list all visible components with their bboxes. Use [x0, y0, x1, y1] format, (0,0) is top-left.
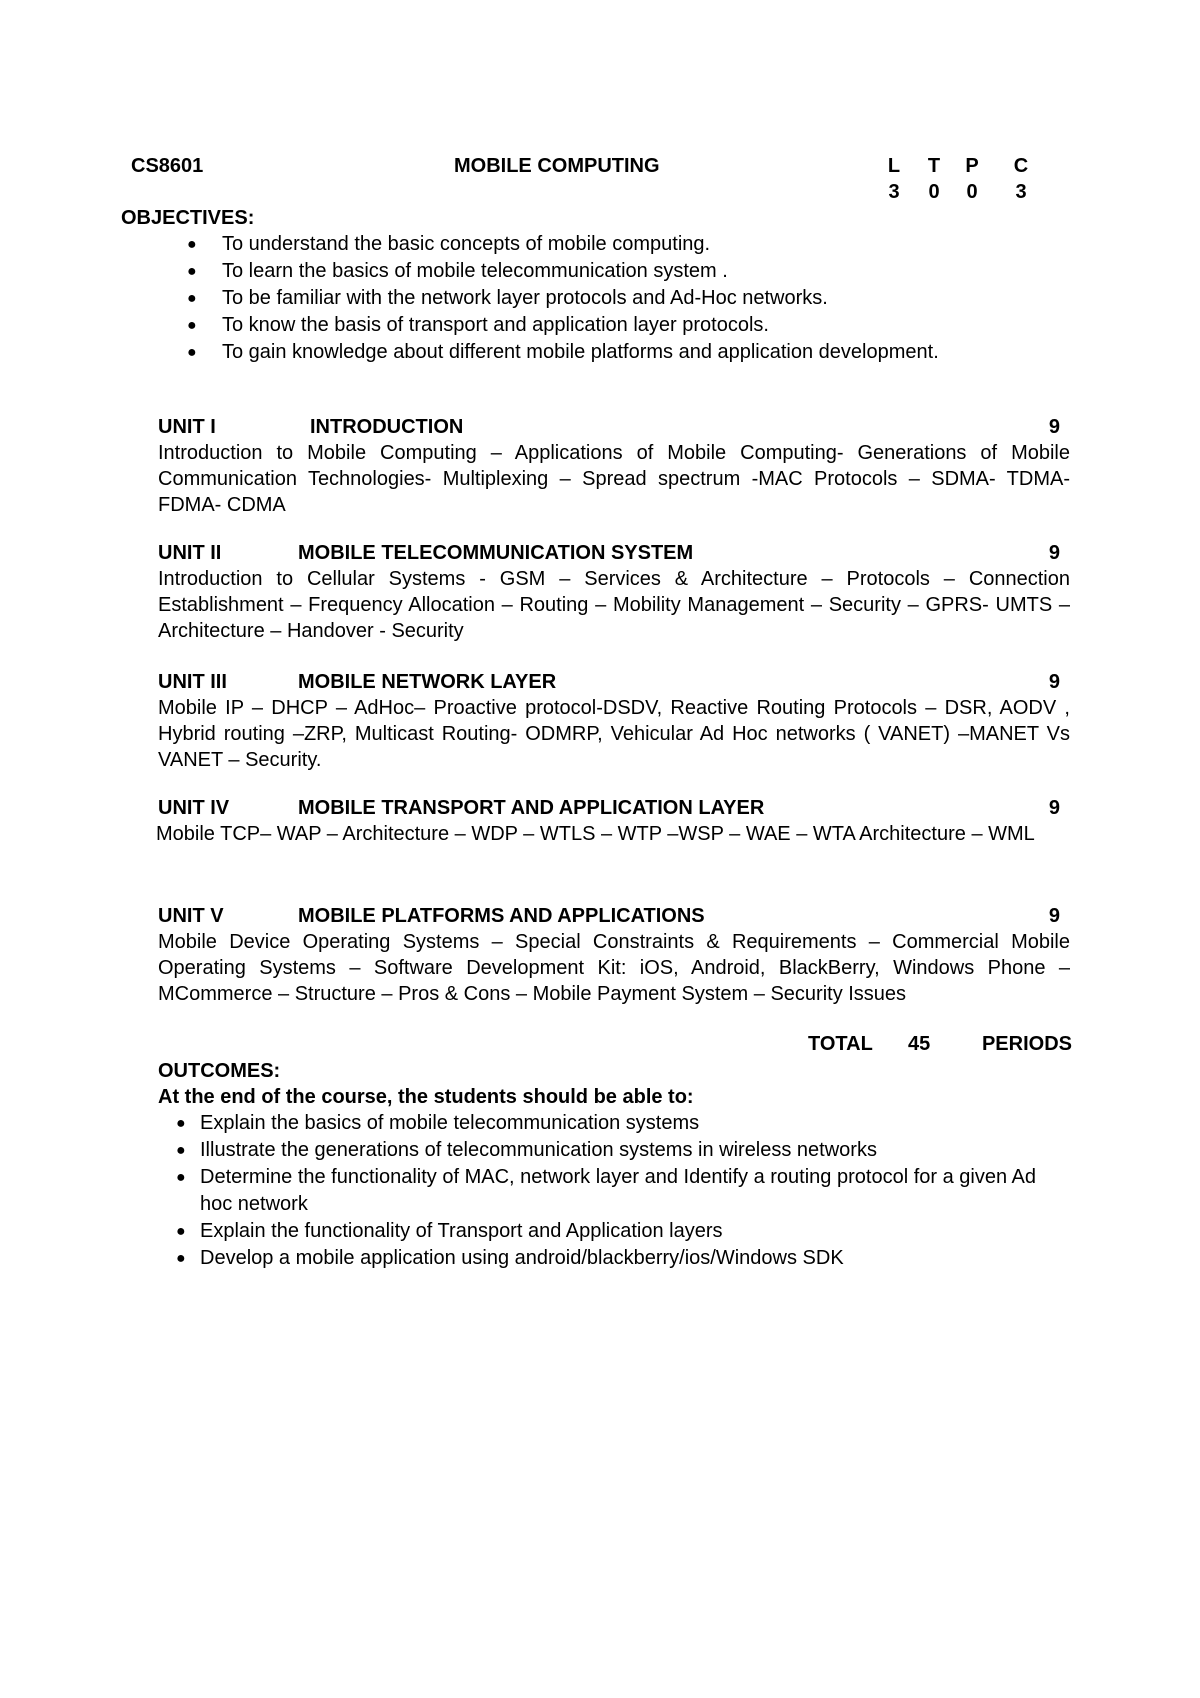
objectives-heading: OBJECTIVES: — [121, 207, 255, 229]
ltpc-value-t: 0 — [928, 181, 940, 203]
list-item: ● Explain the basics of mobile telecommunication systems — [200, 1110, 1060, 1137]
unit-hours: 9 — [1048, 542, 1060, 564]
bullet-icon: ● — [187, 317, 197, 334]
list-item: ● To know the basis of transport and application layer protocols. — [222, 312, 939, 339]
objectives-list — [187, 231, 939, 366]
ltpc-value-c: 3 — [1015, 181, 1027, 203]
unit-2 — [158, 540, 1070, 644]
unit-4 — [158, 795, 1070, 847]
unit-title: INTRODUCTION — [310, 416, 464, 438]
unit-4-content: Mobile TCP– WAP – Architecture – WDP – WTLS – WTP –WSP – WAE – WTA Architecture – WML — [156, 823, 1035, 845]
unit-hours: 9 — [1048, 905, 1060, 927]
total-label: TOTAL — [808, 1033, 873, 1055]
ltpc-value-p: 0 — [966, 181, 978, 203]
bullet-icon: ● — [176, 1115, 186, 1132]
bullet-icon: ● — [176, 1250, 186, 1267]
outcomes-intro: At the end of the course, the students should be able to: — [158, 1086, 694, 1108]
list-item: ● Develop a mobile application using android/blackberry/ios/Windows SDK — [200, 1245, 1060, 1272]
list-item: ● To gain knowledge about different mobile platforms and application development. — [222, 339, 939, 366]
unit-4-header — [158, 795, 1070, 821]
unit-1-content: Introduction to Mobile Computing – Applications of Mobile Computing- Generations of Mobile Communication Technologies- Multiplexing – Spread spectrum -MAC Protocols – SDMA- TDMA- FDMA- CDMA — [158, 442, 1070, 516]
outcomes-list — [176, 1110, 1060, 1272]
list-item: ● To learn the basics of mobile telecommunication system . — [222, 258, 939, 285]
unit-title: MOBILE TELECOMMUNICATION SYSTEM — [298, 542, 694, 564]
bullet-icon: ● — [187, 236, 197, 253]
unit-title: MOBILE PLATFORMS AND APPLICATIONS — [298, 905, 705, 927]
total-periods — [808, 1031, 1072, 1057]
ltpc-value-l: 3 — [888, 181, 900, 203]
unit-code: UNIT II — [158, 542, 222, 564]
unit-1 — [158, 414, 1070, 518]
unit-code: UNIT IV — [158, 797, 230, 819]
unit-1-header — [158, 414, 1070, 440]
unit-3-header — [158, 669, 1070, 695]
list-item: ● Explain the functionality of Transport and Application layers — [200, 1218, 1060, 1245]
bullet-icon: ● — [176, 1169, 186, 1186]
unit-hours: 9 — [1048, 671, 1060, 693]
bullet-icon: ● — [176, 1223, 186, 1240]
bullet-icon: ● — [187, 344, 197, 361]
unit-3-content: Mobile IP – DHCP – AdHoc– Proactive protocol-DSDV, Reactive Routing Protocols – DSR, AODV , Hybrid routing –ZRP, Multicast Routing- ODMRP, Vehicular Ad Hoc networks ( VANET) –MANET Vs VANET – Security. — [158, 697, 1070, 771]
ltpc-label-l: L — [887, 155, 901, 177]
unit-code: UNIT V — [158, 905, 224, 927]
ltpc-label-c: C — [1013, 155, 1029, 177]
unit-5 — [158, 903, 1070, 1007]
total-value: 45 — [908, 1033, 931, 1055]
list-item: ● Illustrate the generations of telecommunication systems in wireless networks — [200, 1137, 1060, 1164]
unit-5-header — [158, 903, 1070, 929]
unit-hours: 9 — [1048, 797, 1060, 819]
unit-3 — [158, 669, 1070, 773]
outcomes-heading: OUTCOMES: — [158, 1060, 281, 1082]
list-item: ● To be familiar with the network layer protocols and Ad-Hoc networks. — [222, 285, 939, 312]
ltpc-label-p: P — [965, 155, 979, 177]
ltpc-label-t: T — [927, 155, 941, 177]
course-code: CS8601 — [131, 155, 204, 177]
bullet-icon: ● — [176, 1142, 186, 1159]
unit-hours: 9 — [1048, 416, 1060, 438]
list-item: ● To understand the basic concepts of mobile computing. — [222, 231, 939, 258]
total-unit: PERIODS — [981, 1033, 1072, 1055]
list-item: ● Determine the functionality of MAC, network layer and Identify a routing protocol for a given Ad hoc network — [176, 1166, 1036, 1215]
unit-2-header — [158, 540, 1070, 566]
unit-5-content: Mobile Device Operating Systems – Special Constraints & Requirements – Commercial Mobile Operating Systems – Software Development Kit: iOS, Android, BlackBerry, Windows Phone – MCommerce – Structure – Pros & Cons – Mobile Payment System – Security Issues — [158, 931, 1070, 1005]
unit-title: MOBILE NETWORK LAYER — [298, 671, 557, 693]
bullet-icon: ● — [187, 263, 197, 280]
unit-code: UNIT I — [158, 416, 216, 438]
course-title: MOBILE COMPUTING — [454, 155, 660, 177]
unit-2-content: Introduction to Cellular Systems - GSM – Services & Architecture – Protocols – Connection Establishment – Frequency Allocation – Routing – Mobility Management – Security – GPRS- UMTS – Architecture – Handover - Security — [158, 568, 1070, 642]
unit-code: UNIT III — [158, 671, 227, 693]
bullet-icon: ● — [187, 290, 197, 307]
unit-title: MOBILE TRANSPORT AND APPLICATION LAYER — [298, 797, 765, 819]
